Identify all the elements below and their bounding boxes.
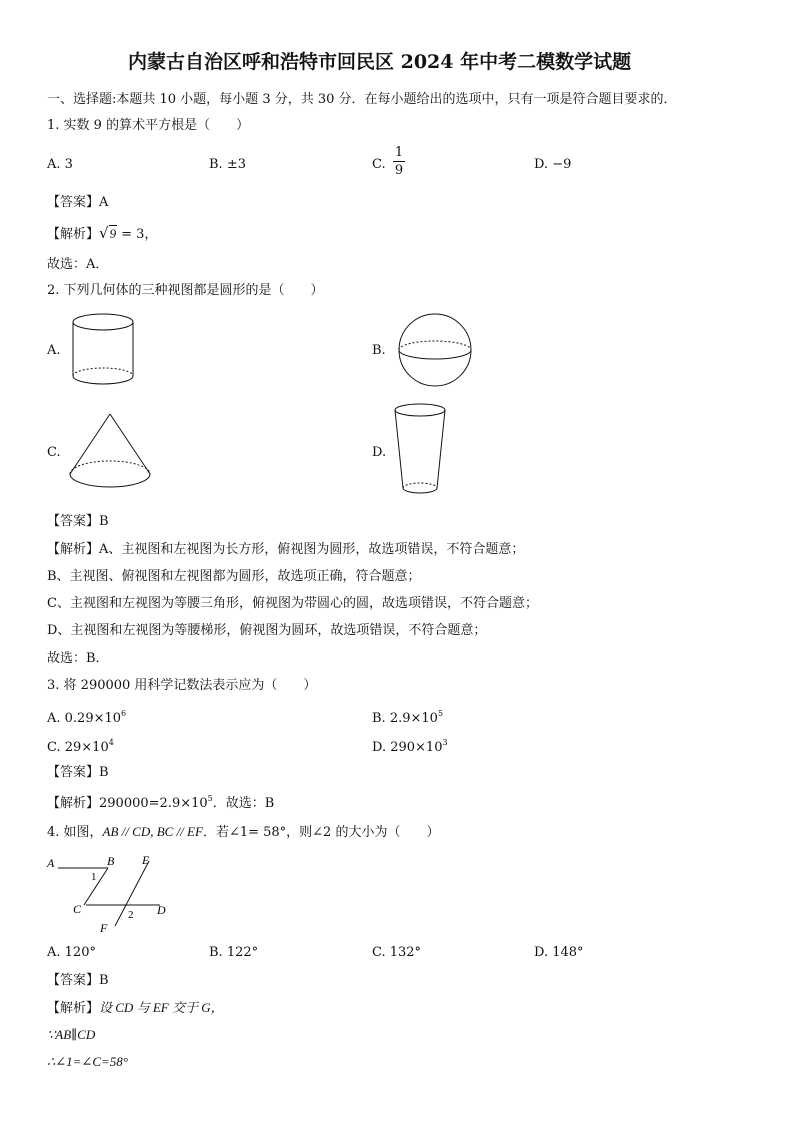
exponent: 5	[437, 709, 444, 718]
q1-option-a: A. 3	[47, 157, 73, 172]
label-F: F	[100, 921, 108, 935]
analysis-line: A、主视图和左视图为长方形，俯视图为圆形，故选项错误，不符合题意；	[99, 542, 525, 557]
answer-value: B	[99, 765, 109, 780]
label-D: D	[157, 903, 166, 917]
section-intro: 一、选择题:本题共 10 小题，每小题 3 分，共 30 分．在每小题给出的选项中，只有一项是符合题目要求的．	[47, 92, 677, 107]
q1-conclusion: 故选：A．	[47, 257, 109, 272]
analysis-tag: 【解析】	[47, 796, 100, 811]
option-text: D. 290×10	[372, 740, 443, 755]
exponent: 6	[121, 709, 127, 718]
analysis-tag: 【解析】	[47, 227, 100, 242]
q2-analysis-1	[47, 543, 524, 556]
fraction-numerator: 1	[394, 145, 404, 160]
option-text: C. 29×10	[47, 740, 109, 755]
q2-stem: 2. 下列几何体的三种视图都是圆形的是（ ）	[47, 283, 324, 298]
q2-option-a-label: A.	[47, 343, 61, 358]
stem-mid: ．若∠1= 58°，则∠2 的大小为（ ）	[202, 825, 440, 840]
q1-option-c-fraction	[393, 145, 405, 178]
page-title: 内蒙古自治区呼和浩特市回民区 2024 年中考二模数学试题	[128, 51, 632, 73]
q4-option-b: B. 122°	[209, 945, 259, 960]
q3-option-a	[47, 710, 126, 725]
q3-analysis	[47, 795, 274, 810]
q2-analysis-4: D、主视图和左视图为等腰梯形，俯视图为圆环，故选项错误，不符合题意；	[47, 623, 487, 638]
q2-option-c-label: C.	[47, 445, 61, 460]
exponent: 4	[108, 738, 114, 747]
label-A: A	[47, 856, 55, 870]
option-text: B. 2.9×10	[372, 711, 438, 726]
stem-pre: 4. 如图，	[47, 825, 103, 840]
q1-stem: 1. 实数 9 的算术平方根是（ ）	[47, 118, 250, 133]
analysis-tag: 【解析】	[47, 1001, 100, 1016]
fraction-denominator: 9	[394, 163, 404, 178]
exponent: 3	[442, 738, 448, 747]
frustum-figure	[393, 402, 449, 500]
q2-analysis-2: B、主视图、俯视图和左视图都为圆形，故选项正确，符合题意；	[47, 569, 421, 584]
q4-analysis-1	[47, 1001, 224, 1015]
sqrt-radicand: 9	[109, 226, 117, 241]
exponent: 5	[207, 794, 213, 803]
answer-value: A	[99, 195, 109, 210]
q4-option-a: A. 120°	[47, 945, 96, 960]
q2-option-b-label: B.	[372, 343, 386, 358]
sqrt-symbol: √	[99, 224, 109, 242]
q3-option-c	[47, 739, 114, 754]
analysis-line: 设 CD 与 EF 交于 G，	[99, 1000, 224, 1015]
q2-option-d-label: D.	[372, 445, 387, 460]
analysis-post: ．故选：B	[212, 796, 275, 811]
fraction-bar	[393, 161, 405, 162]
q3-stem: 3. 将 290000 用科学记数法表示应为（ ）	[47, 678, 317, 693]
label-2: 2	[128, 909, 134, 921]
q2-conclusion: 故选：B．	[47, 651, 109, 666]
answer-tag: 【答案】	[47, 195, 100, 210]
answer-tag: 【答案】	[47, 765, 100, 780]
q4-option-d: D. 148°	[534, 945, 584, 960]
answer-value: B	[99, 973, 109, 988]
answer-tag: 【答案】	[47, 973, 100, 988]
q1-answer	[47, 196, 108, 209]
q2-answer	[47, 515, 109, 528]
q4-answer	[47, 974, 109, 987]
label-1: 1	[91, 871, 97, 883]
q4-option-c: C. 132°	[372, 945, 422, 960]
label-C: C	[73, 902, 82, 916]
cylinder-figure	[72, 312, 138, 388]
label-B: B	[107, 854, 115, 868]
q4-analysis-2: ∵AB∥CD	[47, 1027, 96, 1042]
q3-answer	[47, 766, 109, 779]
q4-analysis-3: ∴∠1=∠C=58°	[47, 1054, 128, 1069]
sphere-figure	[395, 313, 477, 389]
parallel-lines-figure	[46, 852, 176, 936]
cone-figure	[68, 413, 152, 491]
q1-option-d: D. −9	[534, 157, 572, 172]
option-text: A. 0.29×10	[47, 711, 122, 726]
stem-math: AB // CD, BC // EF	[102, 824, 203, 839]
q3-option-b	[372, 710, 443, 725]
q1-option-c-label: C.	[372, 157, 386, 172]
analysis-rest: = 3，	[121, 227, 158, 242]
q2-analysis-3: C、主视图和左视图为等腰三角形，俯视图为带圆心的圆，故选项错误，不符合题意；	[47, 596, 538, 611]
q1-analysis	[47, 226, 157, 241]
answer-value: B	[99, 514, 109, 529]
analysis-tag: 【解析】	[47, 542, 100, 557]
analysis-text: 290000=2.9×10	[99, 796, 208, 811]
q4-stem	[47, 825, 439, 839]
q3-option-d	[372, 739, 448, 754]
answer-tag: 【答案】	[47, 514, 100, 529]
label-E: E	[142, 853, 150, 867]
q1-option-b: B. ±3	[209, 157, 246, 172]
